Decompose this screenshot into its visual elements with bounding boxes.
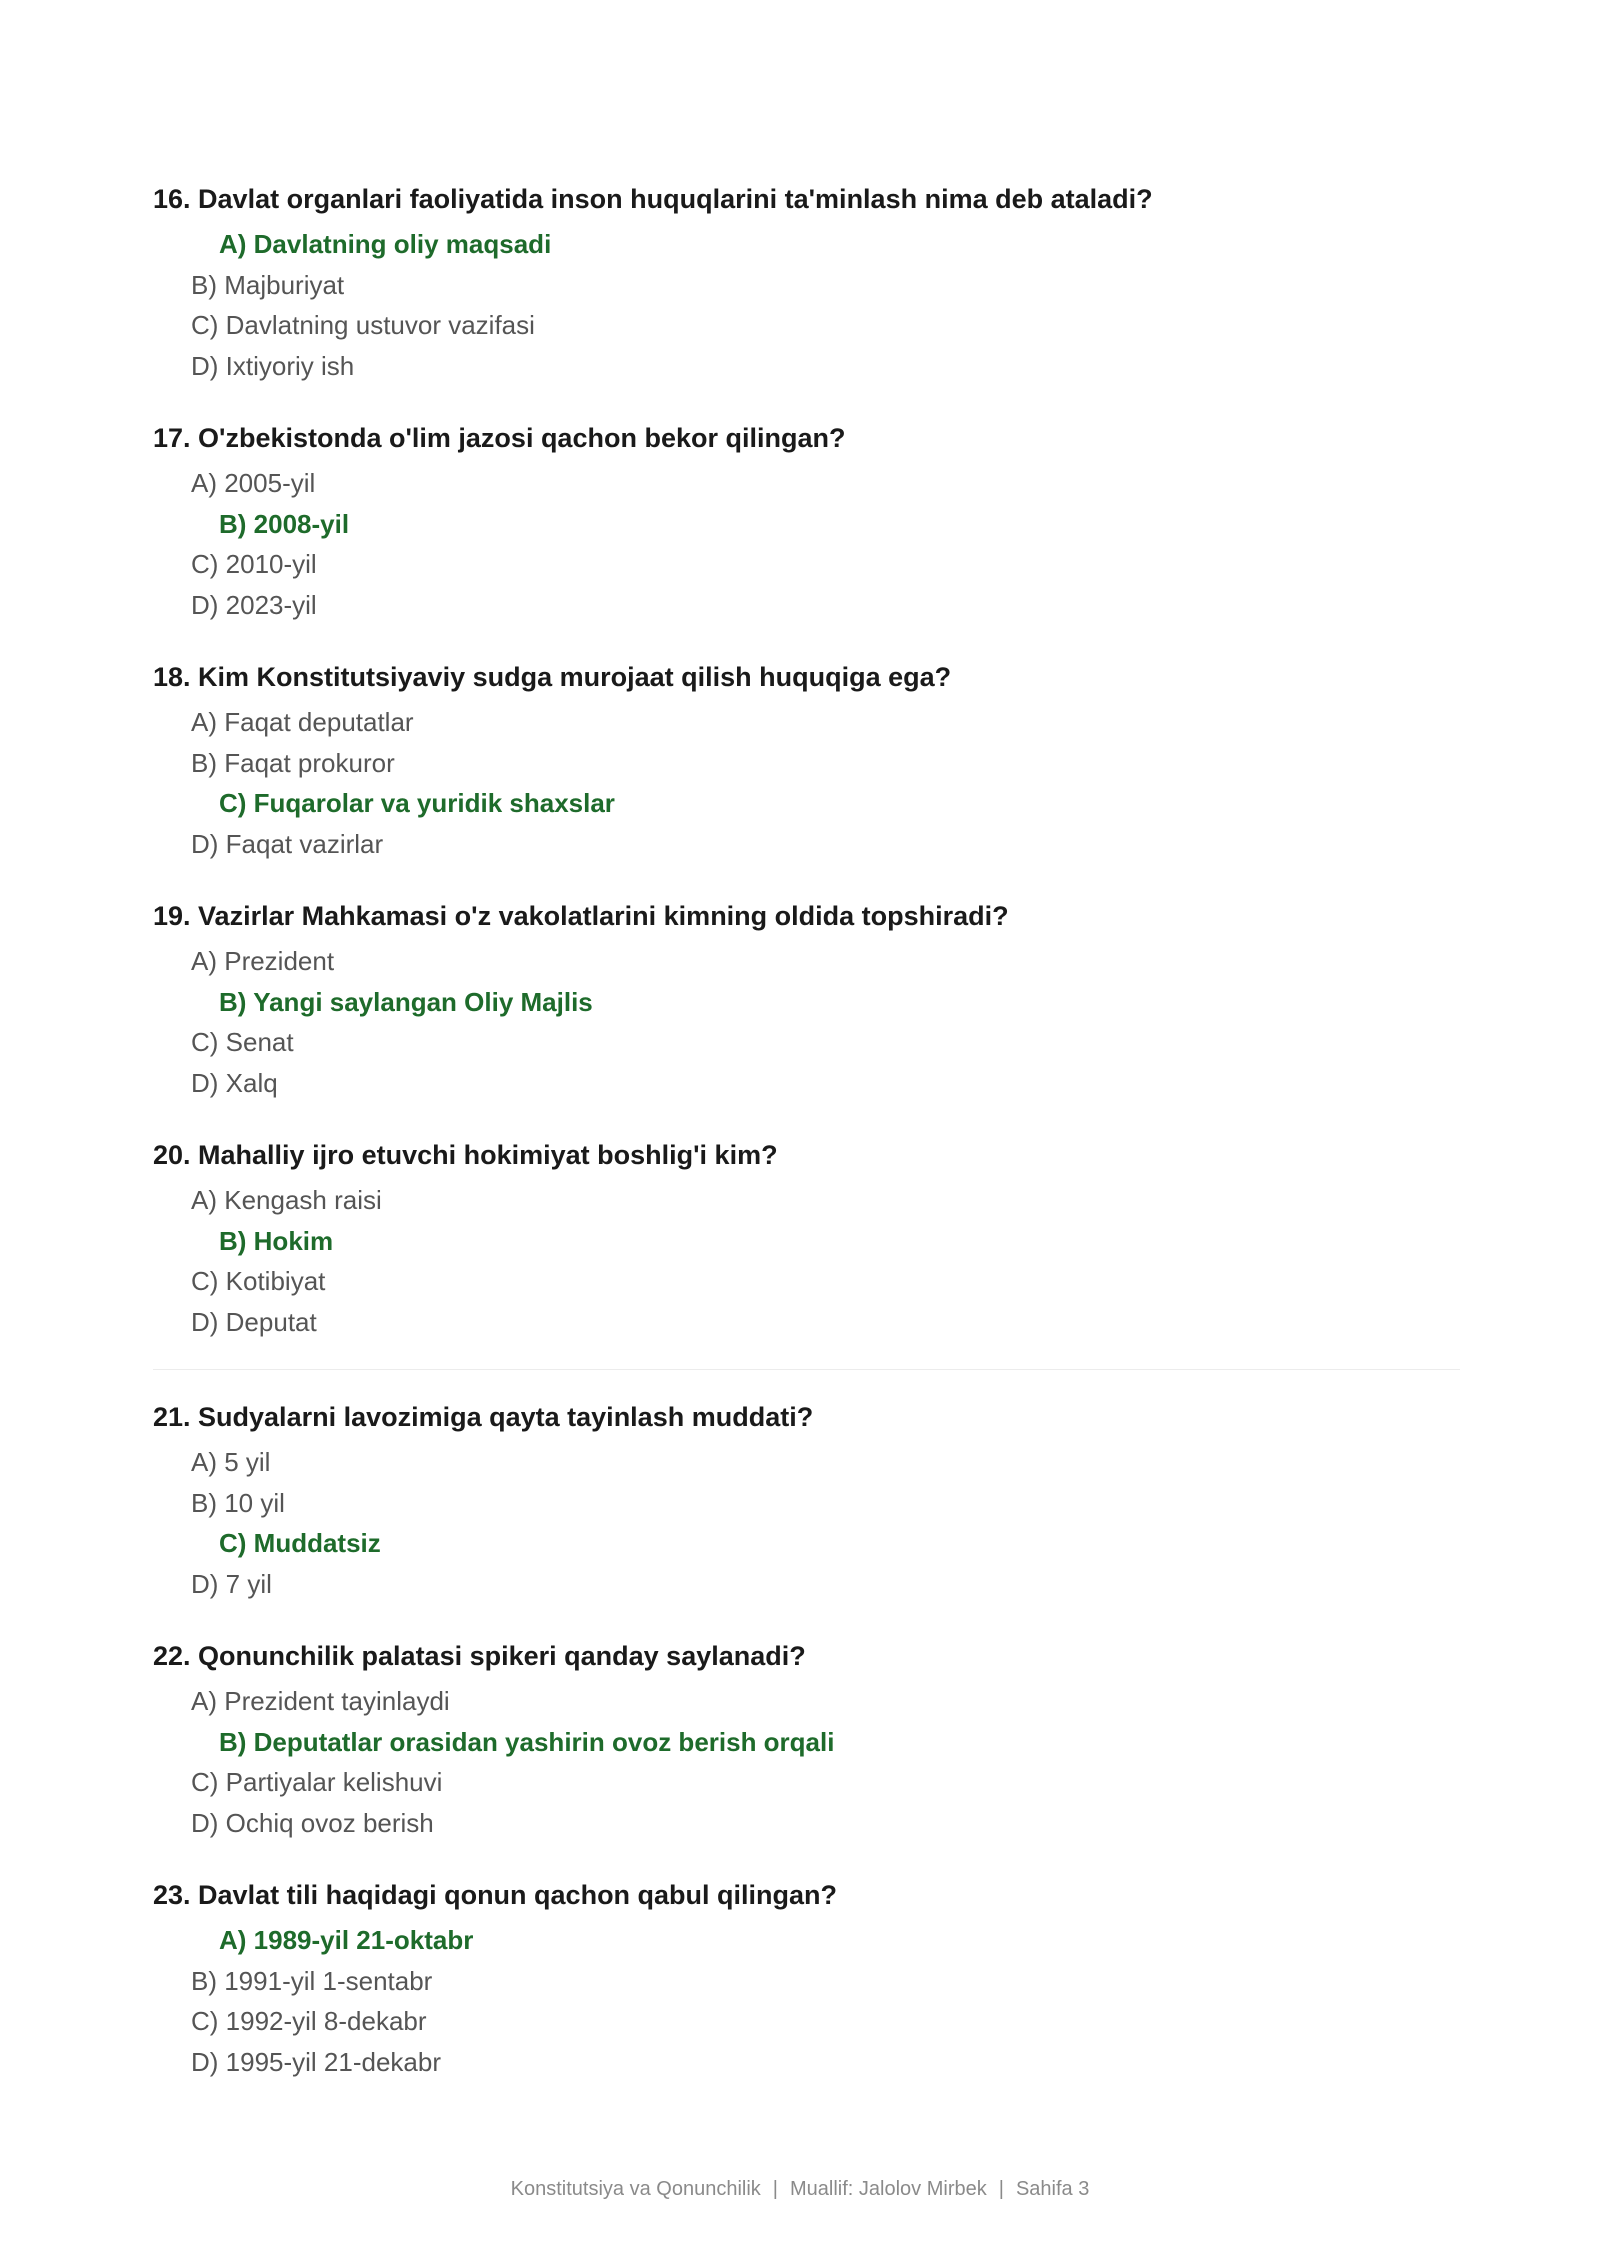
answer-option: C) 2010-yil [191,549,317,579]
answer-option: B) Majburiyat [191,269,345,300]
answer-option: D) Xalq [191,1067,278,1098]
answer-option: D) 7 yil [191,1568,272,1599]
question-19 [153,897,1460,1103]
answer-option-correct: B) Hokim [219,1225,334,1256]
answer-option: D) 1995-yil 21-dekabr [191,2046,442,2077]
page-footer [0,2178,1600,2201]
answer-option: B) 10 yil [191,1487,285,1518]
answer-option-correct: C) Muddatsiz [219,1528,381,1558]
answer-option: A) 5 yil [191,1447,271,1477]
answer-option: A) Prezident tayinlaydi [191,1686,450,1716]
question-20 [153,1136,1460,1342]
answer-option: C) Kotibiyat [191,1266,326,1296]
answer-option: B) Faqat prokuror [191,747,395,778]
question-title: 16. Davlat organlari faoliyatida inson huquqlarini ta'minlash nima deb ataladi? [153,184,1153,214]
answer-option: B) 1991-yil 1-sentabr [191,1965,433,1996]
answer-option-correct: B) 2008-yil [219,508,350,539]
question-title: 19. Vazirlar Mahkamasi o'z vakolatlarini kimning oldida topshiradi? [153,901,1009,931]
answer-option-correct: B) Yangi saylangan Oliy Majlis [219,986,593,1017]
answer-option-correct: A) 1989-yil 21-oktabr [219,1925,474,1955]
answer-option: D) 2023-yil [191,589,317,620]
answer-option: D) Faqat vazirlar [191,828,384,859]
answer-option: C) 1992-yil 8-dekabr [191,2006,427,2036]
footer-page-number: Sahifa 3 [1015,2178,1090,2200]
answer-option-correct: B) Deputatlar orasidan yashirin ovoz berish orqali [219,1726,835,1757]
footer-separator: | [998,2178,1004,2200]
answer-option: A) Faqat deputatlar [191,707,414,737]
footer-separator: | [772,2178,778,2200]
question-22 [153,1637,1460,1843]
answer-option: C) Davlatning ustuvor vazifasi [191,310,535,340]
section-divider [153,1369,1460,1370]
answer-option: D) Deputat [191,1306,317,1337]
answer-option: D) Ochiq ovoz berish [191,1807,434,1838]
answer-option: A) Kengash raisi [191,1185,382,1215]
question-18 [153,658,1460,864]
question-title: 21. Sudyalarni lavozimiga qayta tayinlash muddati? [153,1402,814,1432]
answer-option: C) Senat [191,1027,294,1057]
answer-option-correct: C) Fuqarolar va yuridik shaxslar [219,788,615,818]
question-title: 18. Kim Konstitutsiyaviy sudga murojaat qilish huquqiga ega? [153,662,952,692]
question-title: 20. Mahalliy ijro etuvchi hokimiyat boshlig'i kim? [153,1140,778,1170]
question-17 [153,419,1460,625]
quiz-page [153,180,1460,2115]
answer-option: D) Ixtiyoriy ish [191,350,355,381]
question-21 [153,1398,1460,1604]
question-title: 22. Qonunchilik palatasi spikeri qanday saylanadi? [153,1641,806,1671]
question-16 [153,180,1460,386]
question-title: 17. O'zbekistonda o'lim jazosi qachon bekor qilingan? [153,423,846,453]
answer-option: C) Partiyalar kelishuvi [191,1767,443,1797]
answer-option: A) Prezident [191,946,335,976]
answer-option: A) 2005-yil [191,468,316,498]
footer-subject: Konstitutsiya va Qonunchilik [510,2178,761,2200]
footer-author: Muallif: Jalolov Mirbek [790,2178,987,2200]
question-title: 23. Davlat tili haqidagi qonun qachon qabul qilingan? [153,1880,838,1910]
answer-option-correct: A) Davlatning oliy maqsadi [219,229,552,259]
question-23 [153,1876,1460,2082]
